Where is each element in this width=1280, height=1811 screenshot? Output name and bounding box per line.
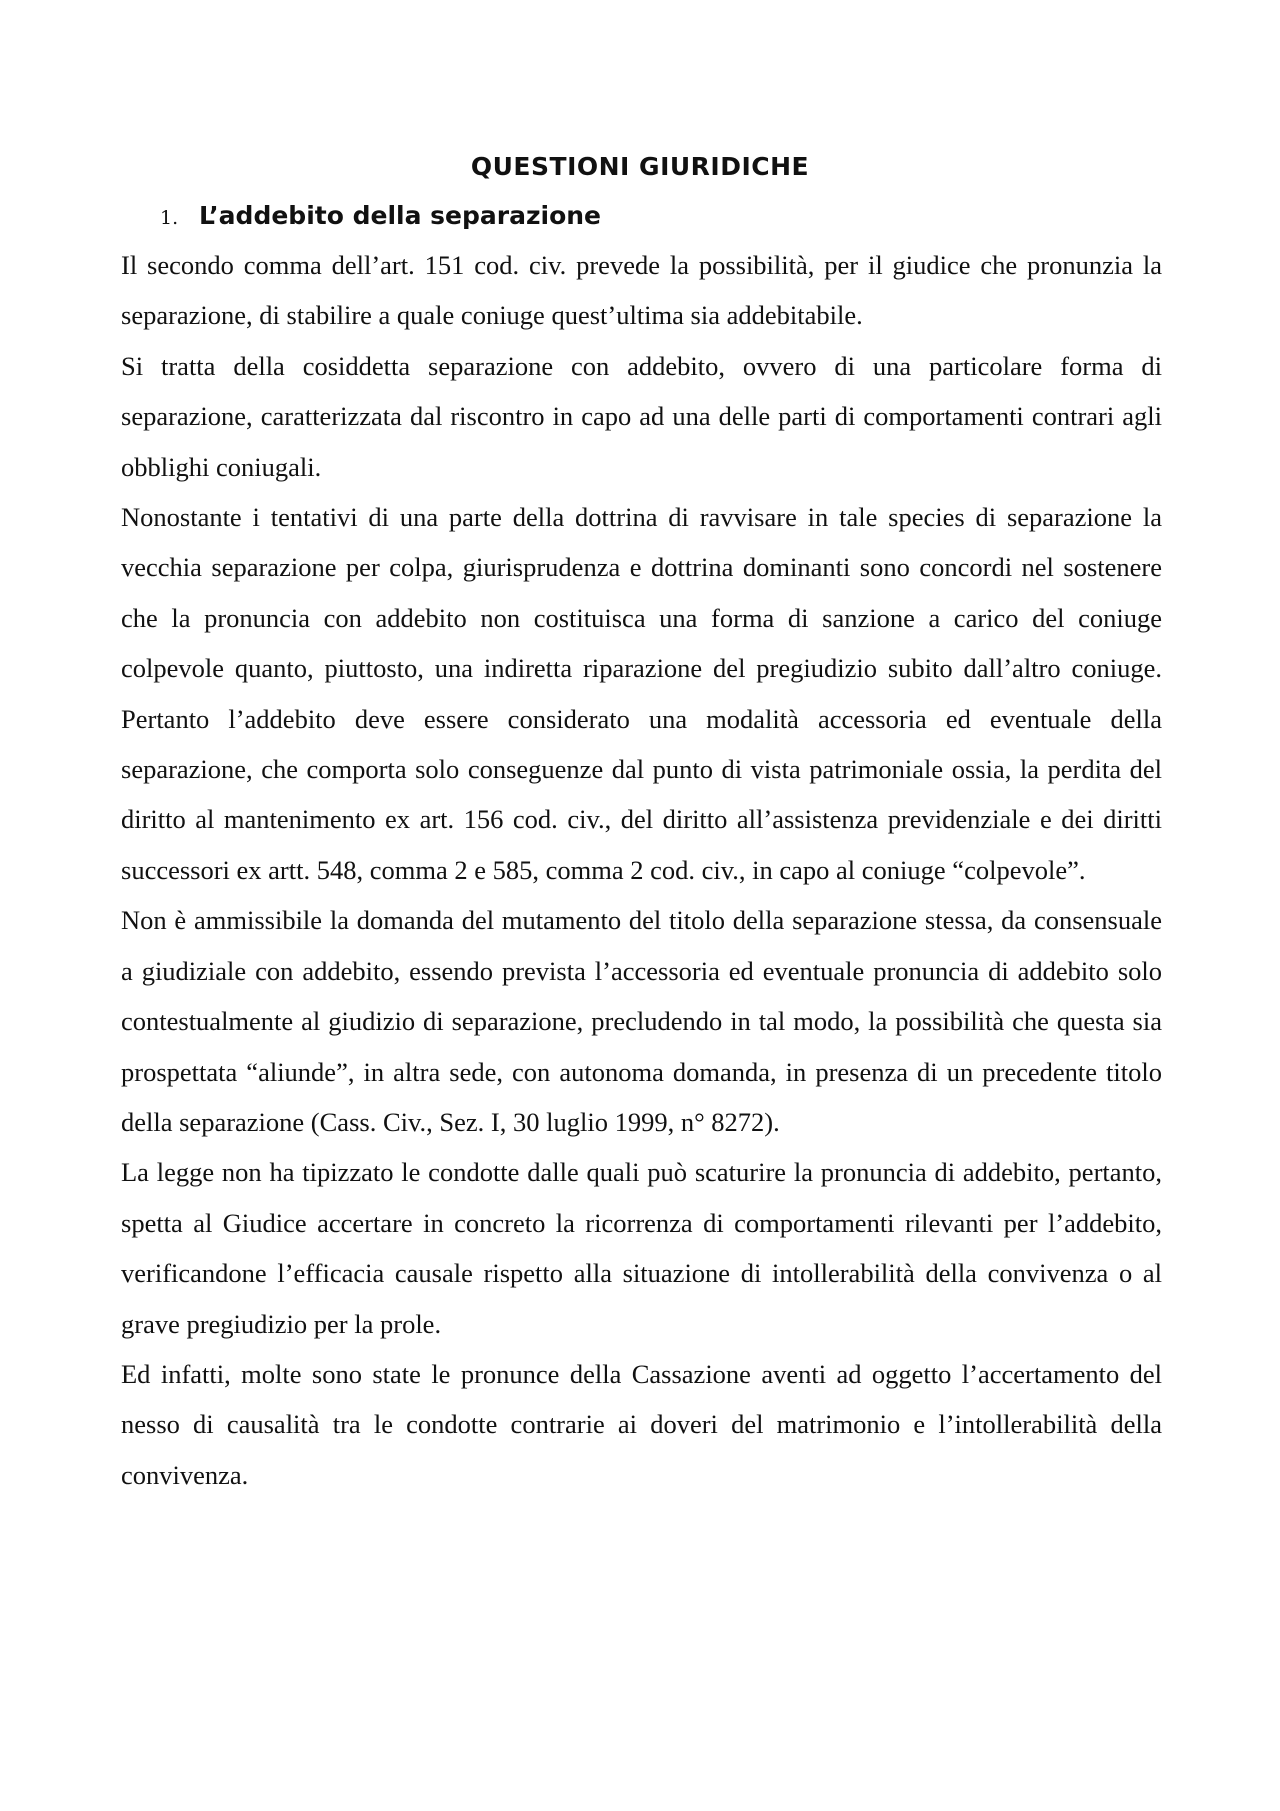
paragraph: Ed infatti, molte sono state le pronunce della Cassazione aventi ad oggetto l’accertamento del nesso di causalità tra le condotte contrarie ai doveri del matrimonio e l’intollerabilità della convivenza. (121, 1358, 1162, 1490)
body-text (121, 240, 1162, 1500)
section-number: 1. (160, 207, 179, 229)
paragraph: Il secondo comma dell’art. 151 cod. civ. prevede la possibilità, per il giudice che pronunzia la separazione, di stabilire a quale coniuge quest’ultima sia addebitabile. (121, 250, 1162, 331)
section-heading (160, 199, 601, 235)
section-heading-text: L’addebito della separazione (199, 201, 602, 230)
paragraph: La legge non ha tipizzato le condotte dalle quali può scaturire la pronuncia di addebito, pertanto, spetta al Giudice accertare in concreto la ricorrenza di comportamenti rilevanti per l’addebito, verificandone l’efficacia causale rispetto alla situazione di intollerabilità della convivenza o al grave pregiudizio per la prole. (121, 1157, 1162, 1339)
paragraph: Si tratta della cosiddetta separazione con addebito, ovvero di una particolare forma di separazione, caratterizzata dal riscontro in capo ad una delle parti di comportamenti contrari agli obblighi coniugali. (121, 350, 1162, 482)
paragraph: Nonostante i tentativi di una parte della dottrina di ravvisare in tale species di separazione la vecchia separazione per colpa, giurisprudenza e dottrina dominanti sono concordi nel sostenere che la pronuncia con addebito non costituisca una forma di sanzione a carico del coniuge colpevole quanto, piuttosto, una indiretta riparazione del pregiudizio subito dall’altro coniuge. Pertanto l’addebito deve essere considerato una modalità accessoria ed eventuale della separazione, che comporta solo conseguenze dal punto di vista patrimoniale ossia, la perdita del diritto al mantenimento ex art. 156 cod. civ., del diritto all’assistenza previdenziale e dei diritti successori ex artt. 548, comma 2 e 585, comma 2 cod. civ., in capo al coniuge “colpevole”. (121, 502, 1162, 885)
page-title: QUESTIONI GIURIDICHE (470, 152, 810, 181)
paragraph: Non è ammissibile la domanda del mutamento del titolo della separazione stessa, da consensuale a giudiziale con addebito, essendo prevista l’accessoria ed eventuale pronuncia di addebito solo contestualmente al giudizio di separazione, precludendo in tal modo, la possibilità che questa sia prospettata “aliunde”, in altra sede, con autonoma domanda, in presenza di un precedente titolo della separazione (Cass. Civ., Sez. I, 30 luglio 1999, n° 8272). (121, 905, 1162, 1137)
